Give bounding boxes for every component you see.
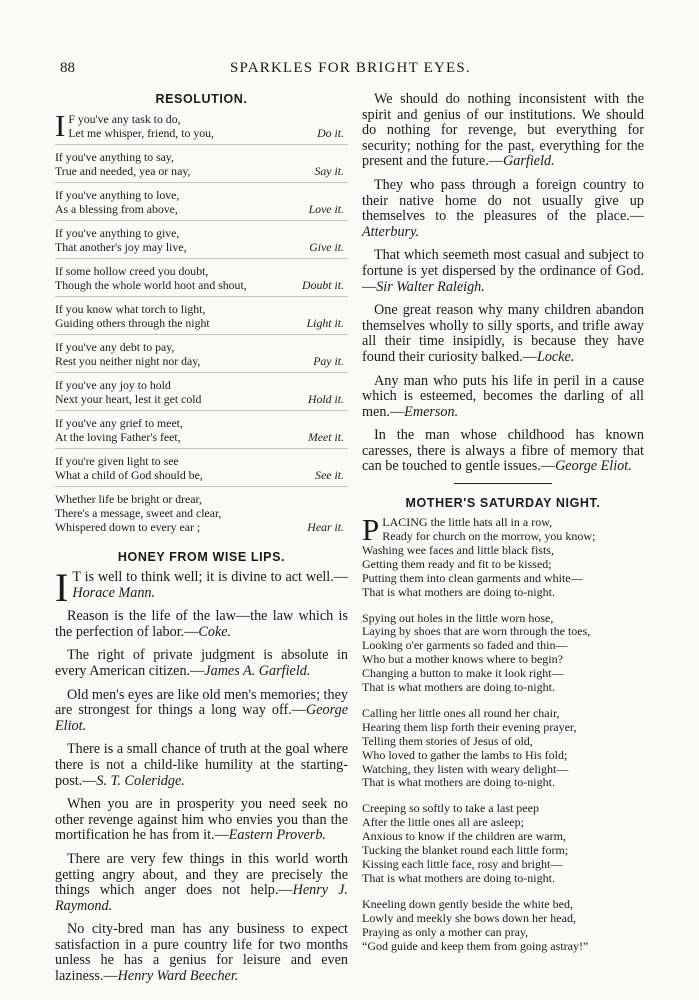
quote-paragraph xyxy=(55,922,348,984)
verse-line: Washing wee faces and little black fists, xyxy=(362,542,554,557)
stanza-line: If you know what torch to light, xyxy=(55,302,206,316)
verse-line: “God guide and keep them from going astray!” xyxy=(362,938,589,953)
stanza-line: Rest you neither night nor day, xyxy=(55,354,201,368)
stanza-refrain: Give it. xyxy=(309,240,344,254)
verse-line: Who loved to gather the lambs to His fold; xyxy=(362,747,568,762)
running-title: SPARKLES FOR BRIGHT EYES. xyxy=(230,60,471,76)
quote-text: T is well to think well; it is divine to act well.— xyxy=(72,569,348,585)
quote-author: Emerson. xyxy=(404,403,459,420)
quote-paragraph xyxy=(55,797,348,844)
poem-verse xyxy=(362,612,644,695)
stanza-refrain: Pay it. xyxy=(313,354,344,368)
quote-text: They who pass through a foreign country to their native home do not usually give up themselves to the pleasures of the place.— xyxy=(362,176,644,225)
stanza-line: F you've any task to do, xyxy=(68,112,181,126)
stanza xyxy=(55,302,348,335)
quote-paragraph xyxy=(55,742,348,789)
verse-line: Spying out holes in the little worn hose, xyxy=(362,610,554,625)
quote-paragraph xyxy=(362,178,644,240)
honey-section xyxy=(55,550,348,985)
verse-line: Ready for church on the morrow, you know; xyxy=(382,528,596,543)
stanza xyxy=(55,416,348,449)
stanza-line: Whispered down to every ear ; xyxy=(55,520,201,534)
verse-line: Who but a mother knows where to begin? xyxy=(362,652,563,667)
stanza-refrain: Do it. xyxy=(317,126,344,140)
quote-paragraph xyxy=(55,648,348,679)
verse-line: LACING the little hats all in a row, xyxy=(382,515,553,530)
quote-text: We should do nothing inconsistent with the spirit and genius of our institutions. We should do nothing for revenge, but everything for security; nothing for the past, everything for the present and the future.— xyxy=(362,91,644,170)
stanza xyxy=(55,264,348,297)
quote-text: The right of private judgment is absolute in every American citizen.— xyxy=(55,647,348,679)
quote-author: Henry Ward Beecher. xyxy=(117,968,239,985)
poem-verse xyxy=(362,707,644,790)
verse-line: Putting them into clean garments and white— xyxy=(362,570,583,585)
quote-author: Locke. xyxy=(536,348,575,365)
stanza-line: At the loving Father's feet, xyxy=(55,430,181,444)
stanza xyxy=(55,340,348,373)
verse-line: Watching, they listen with weary delight— xyxy=(362,761,569,776)
stanza-refrain: See it. xyxy=(315,468,344,482)
stanza-line: If you're given light to see xyxy=(55,454,179,468)
quote-author: Atterbury. xyxy=(362,223,420,240)
verse-line: After the little ones all are asleep; xyxy=(362,815,524,830)
stanza xyxy=(55,454,348,487)
stanza xyxy=(55,378,348,411)
quote-paragraph xyxy=(362,92,644,170)
quote-text: No city-bred man has any business to expect satisfaction in a pure country life for two months unless he has a genius for leisure and even laziness.— xyxy=(55,921,348,985)
stanza-line: Whether life be bright or drear, xyxy=(55,492,202,506)
quote-paragraph xyxy=(55,565,348,610)
quote-text: That which seemeth most casual and subject to fortune is yet dispersed by the ordinance of God.— xyxy=(362,247,644,295)
drop-cap: I xyxy=(55,565,69,610)
stanza-line: If you've anything to give, xyxy=(55,226,180,240)
mother-heading: MOTHER'S SATURDAY NIGHT. xyxy=(405,496,601,511)
quote-author: Sir Walter Raleigh. xyxy=(376,278,485,295)
verse-line: Lowly and meekly she bows down her head, xyxy=(362,910,576,925)
stanza-line: Guiding others through the night xyxy=(55,316,210,330)
verse-line: Kneeling down gently beside the white bed, xyxy=(362,896,573,911)
verse-line: Laying by shoes that are worn through the toes, xyxy=(362,624,591,639)
quote-author: Coke. xyxy=(198,623,232,640)
resolution-poem xyxy=(55,92,348,538)
stanza-refrain: Light it. xyxy=(306,316,344,330)
page-number: 88 xyxy=(60,60,75,76)
honey-heading: HONEY FROM WISE LIPS. xyxy=(117,550,286,564)
quote-text: Old men's eyes are like old men's memories; they are strongest for things a long way off.— xyxy=(55,686,348,719)
quote-author: George Eliot. xyxy=(555,458,632,475)
quote-author: Horace Mann. xyxy=(72,584,156,601)
resolution-heading: RESOLUTION. xyxy=(155,92,248,106)
quote-paragraph xyxy=(55,852,348,914)
stanza xyxy=(55,226,348,259)
verse-line: Looking o'er garments so faded and thin— xyxy=(362,638,568,653)
drop-cap: I xyxy=(55,108,66,143)
quote-text: One great reason why many children abandon themselves wholly to silly sports, and trifle away all their time insipidly, is because they have found their curiosity balked.— xyxy=(362,302,644,365)
running-head xyxy=(60,60,660,82)
stanza-line: True and needed, yea or nay, xyxy=(55,164,191,178)
verse-line: Creeping so softly to take a last peep xyxy=(362,801,539,816)
quote-text: There are very few things in this world worth getting angry about, and they are precisely the things which anger does not help.— xyxy=(55,850,348,899)
stanza-line: If you've anything to say, xyxy=(55,150,174,164)
quote-text: There is a small chance of truth at the goal where there is not a child-like humility at the starting-post.— xyxy=(55,741,348,789)
stanza-refrain: Hold it. xyxy=(307,392,344,406)
quote-author: Eastern Proverb. xyxy=(228,827,326,844)
mother-poem xyxy=(362,512,644,953)
left-column xyxy=(55,92,348,993)
stanza-line: If you've anything to love, xyxy=(55,188,180,202)
verse-line: Getting them ready and fit to be kissed; xyxy=(362,556,552,571)
verse-line: Hearing them lisp forth their evening prayer, xyxy=(362,719,577,734)
quote-author: George Eliot. xyxy=(55,702,348,734)
stanza xyxy=(55,188,348,221)
verse-line: That is what mothers are doing to-night. xyxy=(362,584,555,599)
stanza-line: That another's joy may live, xyxy=(55,240,187,254)
stanza xyxy=(55,108,348,145)
right-quotes xyxy=(362,92,644,475)
quote-author: Henry J. Raymond. xyxy=(55,882,348,914)
stanza-line: There's a message, sweet and clear, xyxy=(55,506,222,520)
stanza-refrain: Love it. xyxy=(308,202,344,216)
verse-line: That is what mothers are doing to-night. xyxy=(362,680,555,695)
poem-verse xyxy=(362,802,644,885)
quote-paragraph xyxy=(362,374,644,421)
verse-line: Telling them stories of Jesus of old, xyxy=(362,733,533,748)
stanza-line: If some hollow creed you doubt, xyxy=(55,264,209,278)
quote-paragraph xyxy=(55,609,348,640)
verse-line: Praying as only a mother can pray, xyxy=(362,924,529,939)
stanza xyxy=(55,150,348,183)
stanza-refrain: Say it. xyxy=(314,164,344,178)
stanza-line: As a blessing from above, xyxy=(55,202,178,216)
stanza-line: If you've any joy to hold xyxy=(55,378,171,392)
verse-line: Kissing each little face, rosy and bright— xyxy=(362,857,563,871)
stanza-line: What a child of God should be, xyxy=(55,468,203,482)
quote-text: Reason is the life of the law—the law which is the perfection of labor.— xyxy=(55,608,348,640)
stanza-line: Let me whisper, friend, to you, xyxy=(68,126,214,140)
quote-paragraph xyxy=(55,688,348,735)
stanza-refrain: Doubt it. xyxy=(302,278,344,292)
quote-author: Garfield. xyxy=(503,153,555,170)
stanza-line: If you've any grief to meet, xyxy=(55,416,183,430)
quote-paragraph xyxy=(362,428,644,475)
stanza-refrain: Hear it. xyxy=(307,520,344,534)
quote-text: Any man who puts his life in peril in a cause which is esteemed, becomes the darling of all men.— xyxy=(362,372,644,420)
stanza-line: If you've any debt to pay, xyxy=(55,340,175,354)
resolution-stanzas xyxy=(55,108,348,538)
quote-author: S. T. Coleridge. xyxy=(96,772,185,789)
honey-quotes xyxy=(55,565,348,985)
verse-line: Tucking the blanket round each little form; xyxy=(362,843,569,858)
poem-verse xyxy=(362,512,644,599)
poem-verse xyxy=(362,898,644,954)
quote-text: When you are in prosperity you need seek no other revenge against him who envies you than the mortification he has from it.— xyxy=(55,796,348,844)
verse-line: That is what mothers are doing to-night. xyxy=(362,870,555,885)
quote-paragraph xyxy=(362,303,644,365)
right-column xyxy=(362,92,644,965)
stanza-line: Though the whole world hoot and shout, xyxy=(55,278,247,292)
verse-line: Calling her little ones all round her chair, xyxy=(362,705,560,720)
quote-text: In the man whose childhood has known caresses, there is always a fibre of memory that can be touched to gentle issues.— xyxy=(362,427,644,475)
verse-line: That is what mothers are doing to-night. xyxy=(362,775,555,790)
quote-paragraph xyxy=(362,248,644,295)
stanza-refrain: Meet it. xyxy=(307,430,344,444)
drop-cap: P xyxy=(362,512,380,548)
quote-author: James A. Garfield. xyxy=(204,662,311,679)
verse-line: Anxious to know if the children are warm, xyxy=(362,829,566,844)
verse-line: Changing a button to make it look right— xyxy=(362,666,564,681)
section-divider xyxy=(454,483,552,484)
stanza xyxy=(55,492,348,538)
stanza-line: Next your heart, lest it get cold xyxy=(55,392,202,406)
